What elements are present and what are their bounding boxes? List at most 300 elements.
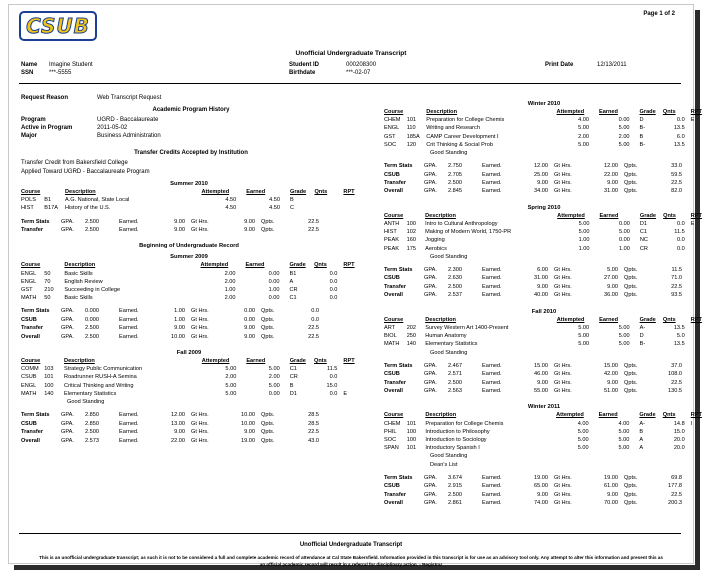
course-points — [314, 204, 343, 212]
right-column — [384, 101, 704, 516]
course-earned: 5.00 — [618, 445, 630, 452]
stats-gpa-key: GPA. — [61, 316, 74, 323]
course-row — [21, 278, 357, 286]
course-subject: ENGL — [384, 125, 400, 132]
stats-gpa-hrs-key: Gt Hrs. — [554, 275, 572, 282]
stats-gpa-hrs-value: 15.00 — [604, 362, 618, 369]
course-grade: A — [289, 278, 294, 285]
course-row — [384, 124, 704, 132]
course-points: 11.5 — [674, 229, 685, 236]
course-rpt — [691, 133, 704, 141]
stats-points-key: Qpts. — [261, 429, 275, 436]
course-points: 0.0 — [329, 287, 338, 294]
course-description: English Review — [64, 278, 103, 285]
course-rpt — [343, 270, 357, 278]
course-grade: C — [289, 205, 295, 212]
stats-earned-key: Earned. — [482, 499, 502, 506]
course-grade: B- — [639, 125, 646, 132]
course-row — [384, 324, 704, 332]
course-attempted: 5.00 — [577, 428, 589, 435]
course-number: B1 — [44, 197, 52, 204]
course-earned: 4.50 — [269, 197, 280, 204]
course-description: Survey Western Art 1400-Present — [425, 324, 509, 331]
course-grade: A- — [639, 420, 645, 427]
stats-earned-key: Earned. — [482, 267, 502, 274]
course-description: Introductory Spanish I — [425, 445, 480, 452]
course-description: Introduction to Philosophy — [425, 428, 490, 435]
course-rpt — [343, 365, 357, 373]
course-points — [314, 196, 343, 204]
stats-points-key: Qpts. — [624, 188, 638, 195]
course-subject: MATH — [21, 390, 37, 397]
course-subject: CHEM — [384, 420, 401, 427]
request-reason-label: Request Reason — [21, 95, 69, 101]
birthdate-label: Birthdate — [289, 70, 316, 76]
stats-gpa-value: 2.467 — [448, 362, 462, 369]
stats-label: Term Stats — [384, 474, 413, 481]
stats-earned-value: 6.00 — [537, 267, 548, 274]
stats-gpa-hrs-value: 9.00 — [607, 180, 618, 187]
stats-gpa-hrs-key: Gt Hrs. — [191, 420, 209, 427]
course-grade: CR — [289, 374, 298, 381]
stats-gpa-key: GPA. — [424, 387, 437, 394]
stats-gpa-key: GPA. — [61, 325, 74, 332]
col-header-course: Course — [384, 212, 404, 219]
stats-row — [384, 482, 686, 490]
course-row — [21, 270, 357, 278]
course-row — [21, 373, 357, 381]
course-rpt — [691, 228, 704, 236]
stats-label: CSUB — [21, 316, 37, 323]
stats-gpa-key: GPA. — [424, 283, 437, 290]
stats-gpa-hrs-value: 10.00 — [241, 412, 255, 419]
stats-earned-key: Earned. — [119, 316, 139, 323]
footer-title: Unofficial Undergraduate Transcript — [299, 542, 403, 548]
course-description: Preparation for College Chemis — [425, 420, 504, 427]
col-header-course: Course — [384, 316, 404, 323]
course-number: 100 — [44, 382, 54, 389]
term-heading: Spring 2010 — [527, 204, 561, 211]
stats-gpa-hrs-key: Gt Hrs. — [191, 316, 209, 323]
stats-label: Term Stats — [21, 308, 50, 315]
stats-row — [21, 420, 323, 428]
course-number: 120 — [406, 141, 417, 148]
col-header-earned: Earned — [245, 262, 265, 269]
stats-row — [384, 274, 686, 282]
course-attempted: 5.00 — [577, 445, 589, 452]
course-earned: 5.00 — [618, 229, 630, 236]
col-header-attempted: Attempted — [556, 109, 585, 115]
stats-earned-value: 9.00 — [174, 227, 185, 234]
course-number: 101 — [406, 420, 417, 427]
course-attempted: 5.00 — [578, 333, 590, 340]
course-number: 175 — [406, 245, 417, 252]
course-subject: ANTH — [384, 221, 400, 228]
course-row — [21, 196, 357, 204]
term-block-winter-2011 — [384, 404, 704, 507]
col-header-points: Qnts — [314, 358, 327, 365]
stats-earned-value: 9.00 — [537, 491, 548, 498]
stats-points-key: Qpts. — [624, 275, 638, 282]
col-header-course-number — [44, 357, 64, 365]
academic-standing: Good Standing — [430, 253, 468, 260]
col-header-points: Qnts — [662, 316, 676, 323]
course-table — [384, 411, 704, 452]
stats-row — [21, 437, 323, 445]
stats-gpa-hrs-key: Gt Hrs. — [554, 499, 572, 506]
course-row — [21, 382, 357, 390]
col-header-grade: Grade — [289, 262, 306, 269]
col-header-points: Qnts — [662, 109, 676, 115]
stats-gpa-key: GPA. — [424, 362, 437, 369]
stats-gpa-key: GPA. — [424, 292, 437, 299]
stats-gpa-key: GPA. — [424, 163, 437, 170]
stats-gpa-hrs-value: 9.00 — [244, 333, 255, 340]
stats-earned-value: 15.00 — [534, 362, 548, 369]
stats-label: Transfer — [384, 283, 407, 290]
stats-gpa-hrs-key: Gt Hrs. — [554, 491, 572, 498]
stats-earned-value: 13.00 — [171, 420, 185, 427]
col-header-course-number — [44, 261, 64, 269]
stats-gpa-value: 2.500 — [85, 429, 99, 436]
course-description: Jogging — [425, 237, 445, 244]
course-table-header-row — [21, 357, 357, 365]
stats-gpa-hrs-value: 9.00 — [607, 283, 618, 290]
course-number: 103 — [44, 366, 54, 373]
col-header-course-number — [407, 411, 426, 419]
course-rpt: I — [690, 420, 693, 427]
col-header-earned: Earned — [599, 316, 619, 323]
stats-points-value: 71.0 — [671, 275, 682, 282]
academic-standing: Good Standing — [430, 453, 468, 460]
course-points: 0.0 — [676, 237, 685, 244]
stats-points-value: 177.8 — [668, 483, 682, 490]
stats-earned-key: Earned. — [482, 163, 502, 170]
course-attempted: 1.00 — [578, 245, 590, 252]
course-description: Human Anatomy — [425, 333, 467, 340]
course-attempted: 5.00 — [578, 221, 590, 228]
stats-points-key: Qpts. — [624, 292, 638, 299]
stats-gpa-value: 2.861 — [448, 499, 462, 506]
stats-points-value: 200.3 — [668, 499, 682, 506]
course-row — [384, 428, 704, 436]
course-grade: C1 — [289, 366, 297, 373]
course-rpt — [343, 286, 357, 294]
stats-gpa-value: 2.500 — [85, 325, 99, 332]
stats-gpa-key: GPA. — [424, 491, 437, 498]
footer-rule — [19, 533, 681, 534]
course-number: 210 — [44, 287, 54, 294]
course-description: Elementary Statistics — [64, 390, 117, 397]
stats-earned-key: Earned. — [482, 483, 502, 490]
stats-earned-key: Earned. — [119, 325, 139, 332]
stats-points-key: Qpts. — [624, 362, 638, 369]
stats-points-value: 33.0 — [671, 163, 682, 170]
stats-gpa-value: 2.850 — [85, 420, 99, 427]
footer-disclaimer: This is an unofficial undergraduate transcript; as such it is not to be considered a full and complete academic record of attendance at Cal State Bakersfield. Information provided in this transcript is for use as an advisory tool only. Any attempt to alter this information and present this as an official academic record will result in a referral for disciplinary action. - Registrar — [39, 555, 663, 567]
stats-gpa-hrs-key: Gt Hrs. — [554, 292, 572, 299]
course-table — [21, 188, 357, 213]
course-grade: C1 — [639, 229, 648, 236]
course-rpt: E — [343, 390, 348, 397]
program-history-heading: Academic Program History — [152, 107, 230, 113]
stats-gpa-value: 2.537 — [448, 292, 462, 299]
col-header-description: Description — [64, 189, 96, 195]
course-points: 0.0 — [329, 374, 338, 381]
stats-gpa-hrs-value: 27.00 — [604, 275, 618, 282]
stats-label: Term Stats — [384, 267, 413, 274]
stats-earned-value: 9.00 — [537, 283, 548, 290]
course-number: 50 — [44, 295, 51, 302]
term-heading: Summer 2010 — [170, 181, 208, 187]
course-number: 70 — [44, 278, 51, 285]
course-attempted: 1.00 — [224, 287, 236, 294]
stats-gpa-hrs-value: 12.00 — [604, 163, 618, 170]
course-subject: ART — [384, 324, 396, 331]
course-points: 13.5 — [673, 341, 685, 348]
paper-sheet — [8, 4, 702, 567]
stats-gpa-hrs-value: 36.00 — [604, 292, 618, 299]
stats-gpa-hrs-value: 9.00 — [244, 325, 255, 332]
stats-gpa-hrs-value: 10.00 — [241, 420, 255, 427]
col-header-rpt: RPT — [690, 109, 702, 115]
program-label: Program — [21, 117, 46, 123]
header-rule — [19, 83, 681, 84]
course-rpt: E — [690, 221, 695, 228]
stats-earned-key: Earned. — [119, 308, 139, 315]
course-subject: COMM — [21, 366, 39, 373]
course-number: 185A — [406, 133, 420, 140]
stats-row — [384, 362, 686, 370]
stats-points-value: 28.5 — [308, 412, 319, 419]
course-rpt — [691, 428, 704, 436]
stats-gpa-hrs-key: Gt Hrs. — [554, 188, 572, 195]
stats-gpa-key: GPA. — [424, 267, 437, 274]
transfer-credit-source: Transfer Credit from Bakersfield College — [21, 160, 128, 166]
course-description: Intro to Cultural Anthropology — [425, 221, 498, 228]
term-block-fall-2009 — [21, 350, 357, 445]
stats-earned-key: Earned. — [482, 474, 502, 481]
course-grade: A — [639, 436, 644, 443]
stats-earned-value: 9.00 — [174, 325, 185, 332]
course-earned: 1.00 — [268, 287, 280, 294]
stats-earned-value: 40.00 — [534, 292, 548, 299]
stats-label: Transfer — [384, 180, 407, 187]
course-description: Writing and Research — [426, 125, 480, 132]
stats-earned-key: Earned. — [482, 491, 502, 498]
course-description: Introduction to Sociology — [425, 436, 487, 443]
course-subject: CHEM — [384, 117, 401, 124]
stats-gpa-value: 2.500 — [448, 180, 462, 187]
term-heading: Winter 2011 — [527, 404, 561, 411]
course-rpt: E — [690, 117, 695, 124]
course-row — [21, 204, 357, 212]
stats-gpa-hrs-value: 19.00 — [604, 474, 618, 481]
stats-points-value: 28.5 — [308, 420, 319, 427]
stats-label: Overall — [384, 499, 403, 506]
left-column — [21, 181, 357, 454]
csub-logo — [19, 11, 97, 41]
stats-gpa-value: 3.674 — [448, 474, 462, 481]
stats-gpa-hrs-key: Gt Hrs. — [191, 333, 209, 340]
stats-gpa-key: GPA. — [424, 371, 437, 378]
course-table — [21, 357, 357, 398]
academic-standing: Good Standing — [67, 399, 105, 406]
stats-earned-value: 31.00 — [534, 275, 548, 282]
course-points: 15.0 — [326, 382, 338, 389]
course-subject: PEAK — [384, 245, 399, 252]
stats-gpa-value: 2.573 — [85, 437, 99, 444]
course-attempted: 2.00 — [224, 278, 236, 285]
course-grade: B — [289, 197, 294, 204]
course-points: 11.5 — [326, 366, 338, 373]
stats-earned-value: 9.00 — [537, 379, 548, 386]
stats-row — [384, 179, 686, 187]
course-grade: B1 — [289, 270, 297, 277]
stats-points-value: 43.0 — [308, 437, 319, 444]
course-earned: 0.00 — [268, 295, 280, 302]
stats-points-key: Qpts. — [624, 499, 638, 506]
stats-label: Overall — [384, 387, 403, 394]
stats-earned-key: Earned. — [482, 292, 502, 299]
stats-earned-value: 19.00 — [534, 474, 548, 481]
course-table-header-row — [384, 108, 704, 116]
stats-points-value: 108.0 — [668, 371, 682, 378]
stats-label: Overall — [21, 333, 40, 340]
stats-row — [21, 324, 323, 332]
stats-points-key: Qpts. — [624, 267, 638, 274]
col-header-course-number — [407, 316, 426, 324]
stats-earned-key: Earned. — [119, 437, 139, 444]
term-heading: Summer 2009 — [170, 254, 208, 261]
course-subject: CSUB — [21, 374, 37, 381]
course-subject: GST — [384, 133, 396, 140]
stats-label: Term Stats — [384, 163, 413, 170]
course-row — [384, 236, 704, 244]
stats-label: Transfer — [384, 491, 407, 498]
course-grade: B- — [639, 341, 646, 348]
stats-earned-value: 9.00 — [174, 429, 185, 436]
stats-gpa-value: 0.000 — [85, 316, 99, 323]
course-points: 20.0 — [673, 445, 685, 452]
course-points: 15.0 — [673, 428, 685, 435]
course-number: 50 — [44, 270, 51, 277]
stats-label: CSUB — [21, 420, 37, 427]
course-earned: 5.00 — [618, 428, 630, 435]
course-earned: 5.00 — [268, 382, 280, 389]
col-header-points: Qnts — [314, 262, 327, 269]
stats-gpa-key: GPA. — [424, 275, 437, 282]
col-header-attempted: Attempted — [556, 316, 585, 323]
stats-gpa-hrs-key: Gt Hrs. — [554, 483, 572, 490]
term-stats-table — [384, 362, 686, 396]
stats-points-value: 0.0 — [311, 316, 319, 323]
term-block-summer-2009 — [21, 254, 357, 341]
stats-row — [384, 283, 686, 291]
stats-earned-value: 74.00 — [534, 499, 548, 506]
birthdate-value: ***-02-07 — [346, 70, 371, 76]
stats-gpa-hrs-key: Gt Hrs. — [191, 412, 209, 419]
stats-points-key: Qpts. — [261, 437, 275, 444]
course-row — [21, 286, 357, 294]
course-row — [21, 390, 357, 398]
course-grade: C1 — [289, 295, 297, 302]
col-header-course: Course — [384, 109, 404, 115]
col-header-rpt: RPT — [690, 316, 702, 323]
course-earned: 1.00 — [618, 245, 630, 252]
stats-label: CSUB — [384, 275, 400, 282]
stats-earned-value: 65.00 — [534, 483, 548, 490]
course-rpt — [343, 373, 357, 381]
stats-earned-key: Earned. — [482, 371, 502, 378]
stats-earned-value: 55.00 — [534, 387, 548, 394]
col-header-course: Course — [21, 189, 41, 195]
course-number: 202 — [406, 324, 417, 331]
stats-gpa-hrs-value: 0.00 — [244, 308, 255, 315]
course-attempted: 4.00 — [577, 420, 589, 427]
stats-gpa-hrs-value: 0.00 — [244, 316, 255, 323]
transfer-credit-applied: Applied Toward UGRD - Baccalaureate Program — [21, 169, 150, 175]
course-number: 160 — [406, 237, 417, 244]
csub-logo-text: CSUB — [26, 14, 90, 38]
stats-points-value: 11.5 — [671, 267, 682, 274]
stats-row — [21, 333, 323, 341]
term-stats-table — [384, 162, 686, 196]
stats-label: CSUB — [384, 371, 400, 378]
stats-points-key: Qpts. — [261, 412, 275, 419]
course-attempted: 2.00 — [224, 270, 236, 277]
course-points: 13.5 — [673, 141, 685, 148]
stats-gpa-hrs-key: Gt Hrs. — [554, 387, 572, 394]
stats-gpa-hrs-value: 9.00 — [244, 429, 255, 436]
course-rpt — [343, 382, 357, 390]
stats-earned-key: Earned. — [119, 218, 139, 225]
course-grade: D1 — [289, 390, 297, 397]
stats-label: Overall — [384, 292, 403, 299]
course-points: 0.0 — [329, 270, 338, 277]
course-grade: A- — [639, 324, 646, 331]
course-points: 6.0 — [676, 133, 685, 140]
stats-earned-key: Earned. — [482, 379, 502, 386]
col-header-course-number — [44, 188, 65, 196]
course-attempted: 4.50 — [225, 205, 237, 212]
stats-earned-value: 1.00 — [174, 316, 185, 323]
stats-gpa-value: 2.500 — [448, 379, 462, 386]
term-block-spring-2010 — [384, 205, 704, 300]
stats-points-key: Qpts. — [624, 483, 638, 490]
stats-gpa-hrs-value: 9.00 — [244, 227, 255, 234]
course-points: 0.0 — [329, 295, 338, 302]
course-earned: 2.00 — [268, 374, 280, 381]
col-header-attempted: Attempted — [557, 212, 585, 219]
stats-gpa-value: 2.750 — [448, 163, 462, 170]
stats-points-value: 69.8 — [671, 474, 682, 481]
stats-earned-key: Earned. — [482, 275, 502, 282]
course-attempted: 2.00 — [224, 295, 236, 302]
course-attempted: 1.00 — [578, 237, 590, 244]
stats-gpa-key: GPA. — [61, 333, 74, 340]
stats-gpa-hrs-key: Gt Hrs. — [191, 227, 209, 234]
print-date-label: Print Date — [545, 62, 574, 68]
stats-row — [384, 379, 686, 387]
col-header-rpt: RPT — [690, 412, 702, 419]
col-header-grade: Grade — [639, 316, 656, 323]
stats-gpa-hrs-key: Gt Hrs. — [554, 283, 572, 290]
stats-gpa-hrs-key: Gt Hrs. — [191, 325, 209, 332]
stats-gpa-key: GPA. — [61, 412, 74, 419]
stats-earned-key: Earned. — [482, 362, 502, 369]
course-points: 0.0 — [676, 117, 685, 124]
